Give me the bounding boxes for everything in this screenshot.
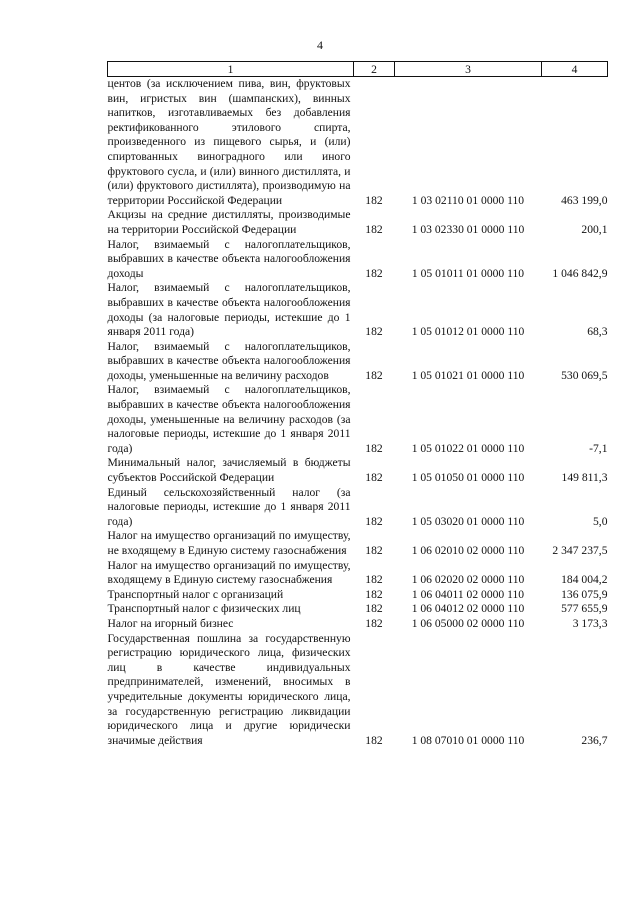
amount: 530 069,5: [561, 368, 608, 382]
amount: 149 811,3: [561, 471, 608, 485]
admin-code: 182: [365, 514, 383, 528]
revenue-name: Транспортный налог с организаций: [107, 587, 284, 601]
amount: 3 173,3: [572, 616, 608, 630]
budget-code: 1 06 02020 02 0000 110: [411, 573, 525, 587]
budget-code: 1 06 02010 02 0000 110: [411, 544, 525, 557]
admin-code: 182: [365, 602, 383, 616]
revenue-table: [107, 61, 608, 748]
amount: 577 655,9: [561, 602, 608, 616]
amount: 5,0: [593, 514, 608, 528]
table-body: [108, 77, 608, 749]
admin-code: 182: [365, 441, 383, 455]
header-col-2: 2: [354, 62, 395, 77]
budget-code: 1 05 01021 01 0000 110: [411, 368, 525, 382]
budget-code: 1 03 02330 01 0000 110: [411, 222, 525, 236]
budget-code: 1 05 01011 01 0000 110: [411, 266, 525, 280]
amount: 463 199,0: [561, 193, 608, 207]
amount: 136 075,9: [561, 587, 608, 601]
revenue-name: Налог, взимаемый с налогоплательщиков, выбравших в качестве объекта налогообложения доходы, уменьшенные на величину расходов: [107, 339, 351, 382]
header-row: [108, 62, 608, 77]
amount: 2 347 237,5: [552, 544, 608, 557]
budget-code: 1 06 05000 02 0000 110: [411, 616, 525, 630]
table-header: [108, 62, 608, 77]
amount: 68,3: [587, 325, 608, 339]
table-row: [108, 529, 608, 558]
table-row: [108, 588, 608, 603]
header-col-1: 1: [108, 62, 354, 77]
revenue-name: Единый сельскохозяйственный налог (за налоговые периоды, истекшие до 1 января 2011 года): [107, 485, 351, 528]
admin-code: 182: [365, 587, 383, 601]
table-row: [108, 632, 608, 749]
budget-code: 1 06 04011 02 0000 110: [411, 587, 525, 601]
revenue-name: Налог на имущество организаций по имуществу, входящему в Единую систему газоснабжения: [107, 558, 351, 587]
revenue-name: Транспортный налог с физических лиц: [107, 602, 301, 616]
revenue-name: центов (за исключением пива, вин, фруктовых вин, игристых вин (шампанских), винных напитков, изготавливаемых без добавления ректификованного этилового спирта, произведенного из пищевого сырья, и (или) спиртованных виноградного или иного фруктового сусла, и (или) винного дистиллята, и (или) фруктового дистиллята), производимую на территории Российской Федерации: [107, 77, 351, 207]
revenue-name: Налог, взимаемый с налогоплательщиков, выбравших в качестве объекта налогообложения доходы: [107, 237, 351, 280]
revenue-name: Минимальный налог, зачисляемый в бюджеты субъектов Российской Федерации: [107, 456, 351, 485]
admin-code: 182: [365, 733, 383, 747]
header-col-3: 3: [395, 62, 542, 77]
budget-code: 1 05 01012 01 0000 110: [411, 325, 525, 339]
budget-code: 1 06 04012 02 0000 110: [411, 602, 525, 616]
admin-code: 182: [365, 222, 383, 236]
table-row: [108, 383, 608, 456]
revenue-name: Налог на игорный бизнес: [107, 616, 234, 630]
revenue-name: Акцизы на средние дистилляты, производимые на территории Российской Федерации: [107, 208, 351, 236]
amount: -7,1: [589, 441, 608, 455]
admin-code: 182: [365, 266, 383, 280]
table-row: [108, 602, 608, 617]
admin-code: 182: [365, 616, 383, 630]
table-row: [108, 238, 608, 282]
table-row: [108, 559, 608, 588]
revenue-name: Налог на имущество организаций по имуществу, не входящему в Единую систему газоснабжения: [107, 529, 351, 557]
budget-code: 1 05 01050 01 0000 110: [411, 471, 525, 485]
table-row: [108, 340, 608, 384]
table-row: [108, 456, 608, 485]
header-col-4: 4: [542, 62, 608, 77]
amount: 200,1: [581, 222, 608, 236]
table-row: [108, 617, 608, 632]
budget-code: 1 05 03020 01 0000 110: [411, 514, 525, 528]
admin-code: 182: [365, 544, 383, 557]
revenue-name: Налог, взимаемый с налогоплательщиков, выбравших в качестве объекта налогообложения доходы (за налоговые периоды, истекшие до 1 января 2011 года): [107, 281, 351, 339]
amount: 184 004,2: [561, 573, 608, 587]
budget-code: 1 08 07010 01 0000 110: [411, 733, 525, 747]
amount: 236,7: [581, 733, 608, 747]
admin-code: 182: [365, 325, 383, 339]
table-row: [108, 208, 608, 237]
admin-code: 182: [365, 193, 383, 207]
budget-code: 1 05 01022 01 0000 110: [411, 441, 525, 455]
table-row: [108, 77, 608, 209]
page-number: 4: [317, 38, 323, 52]
admin-code: 182: [365, 573, 383, 587]
revenue-name: Налог, взимаемый с налогоплательщиков, выбравших в качестве объекта налогообложения доходы, уменьшенные на величину расходов (за налоговые периоды, истекшие до 1 января 2011 года): [107, 383, 351, 455]
revenue-name: Государственная пошлина за государственную регистрацию юридического лица, физических лиц в качестве индивидуальных предпринимателей, изменений, вносимых в учредительные документы юридического лица, за государственную регистрацию ликвидации юридического лица и другие юридически значимые действия: [107, 631, 351, 747]
table-row: [108, 486, 608, 530]
budget-code: 1 03 02110 01 0000 110: [411, 193, 525, 207]
amount: 1 046 842,9: [552, 266, 608, 280]
admin-code: 182: [365, 368, 383, 382]
admin-code: 182: [365, 471, 383, 485]
table-row: [108, 281, 608, 339]
